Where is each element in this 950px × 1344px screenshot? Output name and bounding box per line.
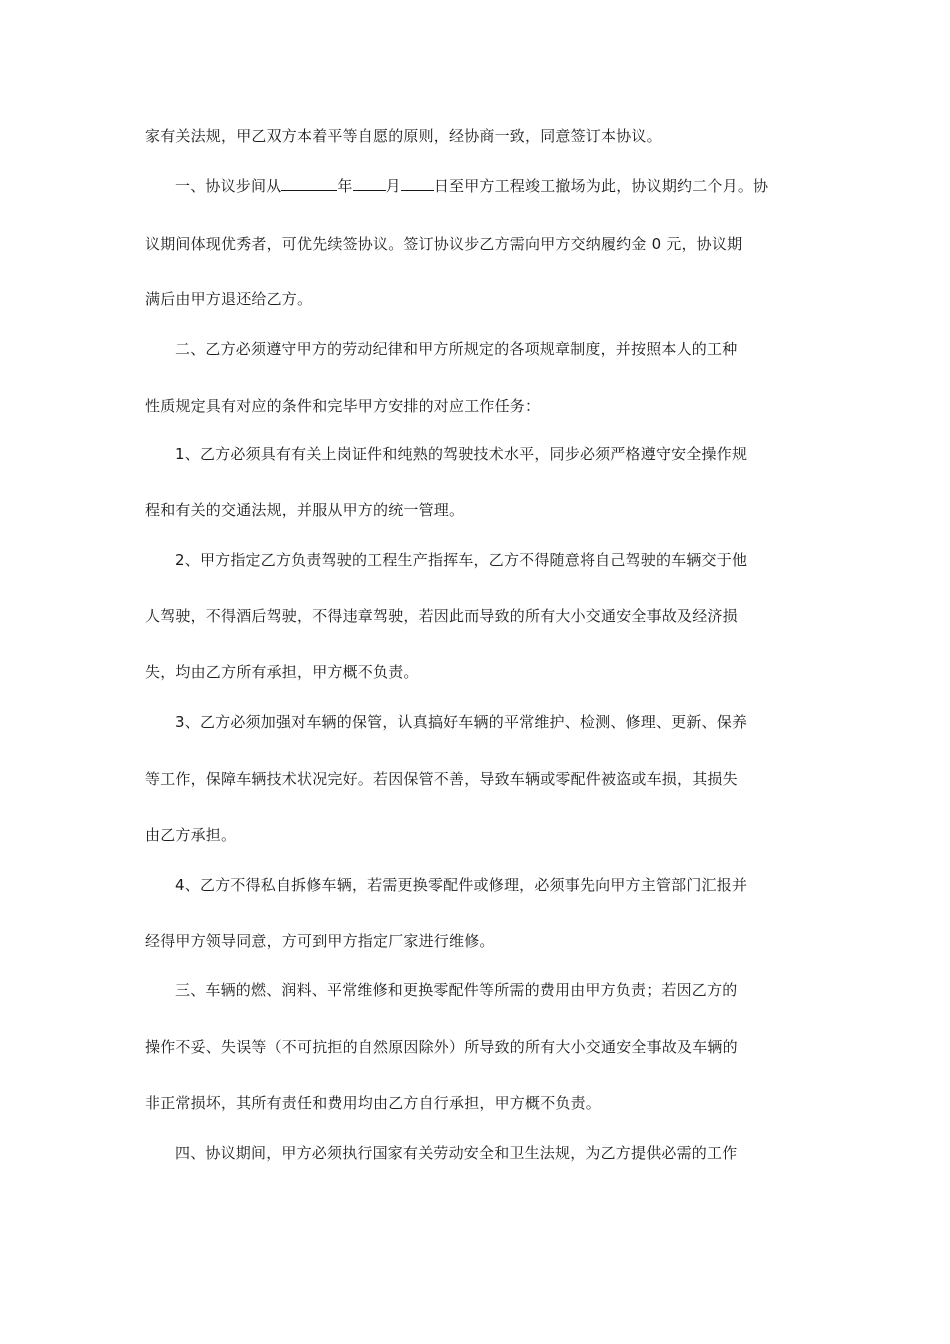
paragraph-line: 1、乙方必须具有有关上岗证件和纯熟的驾驶技术水平，同步必须严格遵守安全操作规 xyxy=(175,445,748,463)
paragraph-line: 失，均由乙方所有承担，甲方概不负责。 xyxy=(145,663,419,681)
blank-day-field xyxy=(401,175,434,191)
paragraph-line: 等工作，保障车辆技术状况完好。若因保管不善，导致车辆或零配件被盗或车损，其损失 xyxy=(145,770,738,788)
term-text-end: 日至甲方工程竣工撤场为此，协议期约二个月。协 xyxy=(433,177,769,195)
paragraph-line: 4、乙方不得私自拆修车辆，若需更换零配件或修理，必须事先向甲方主管部门汇报并 xyxy=(175,876,748,894)
paragraph-line: 经得甲方领导同意，方可到甲方指定厂家进行维修。 xyxy=(145,932,495,950)
paragraph-line: 操作不妥、失误等（不可抗拒的自然原因除外）所导致的所有大小交通安全事故及车辆的 xyxy=(145,1038,738,1056)
term-text-month: 月 xyxy=(385,177,401,195)
paragraph-line: 非正常损坏，其所有责任和费用均由乙方自行承担，甲方概不负责。 xyxy=(145,1094,602,1112)
term-text-year: 年 xyxy=(337,177,353,195)
term-text-start: 一、协议步间从 xyxy=(175,177,282,195)
paragraph-line: 2、甲方指定乙方负责驾驶的工程生产指挥车，乙方不得随意将自己驾驶的车辆交于他 xyxy=(175,551,748,569)
paragraph-line: 由乙方承担。 xyxy=(145,826,237,844)
paragraph-line: 议期间体现优秀者，可优先续签协议。签订协议步乙方需向甲方交纳履约金 0 元，协议期 xyxy=(145,235,743,253)
paragraph-line: 满后由甲方退还给乙方。 xyxy=(145,290,313,308)
paragraph-line: 人驾驶，不得酒后驾驶，不得违章驾驶，若因此而导致的所有大小交通安全事故及经济损 xyxy=(145,607,738,625)
paragraph-line: 家有关法规，甲乙双方本着平等自愿的原则，经协商一致，同意签订本协议。 xyxy=(145,127,662,145)
agreement-term-line xyxy=(175,175,807,196)
paragraph-line: 二、乙方必须遵守甲方的劳动纪律和甲方所规定的各项规章制度，并按照本人的工种 xyxy=(175,340,738,358)
blank-month-field xyxy=(353,175,386,191)
blank-year-field xyxy=(281,175,337,191)
paragraph-line: 四、协议期间，甲方必须执行国家有关劳动安全和卫生法规，为乙方提供必需的工作 xyxy=(175,1144,738,1162)
paragraph-line: 性质规定具有对应的条件和完毕甲方安排的对应工作任务： xyxy=(145,397,541,415)
paragraph-line: 三、车辆的燃、润料、平常维修和更换零配件等所需的费用由甲方负责；若因乙方的 xyxy=(175,981,738,999)
paragraph-line: 3、乙方必须加强对车辆的保管，认真搞好车辆的平常维护、检测、修理、更新、保养 xyxy=(175,713,748,731)
paragraph-line: 程和有关的交通法规，并服从甲方的统一管理。 xyxy=(145,501,465,519)
